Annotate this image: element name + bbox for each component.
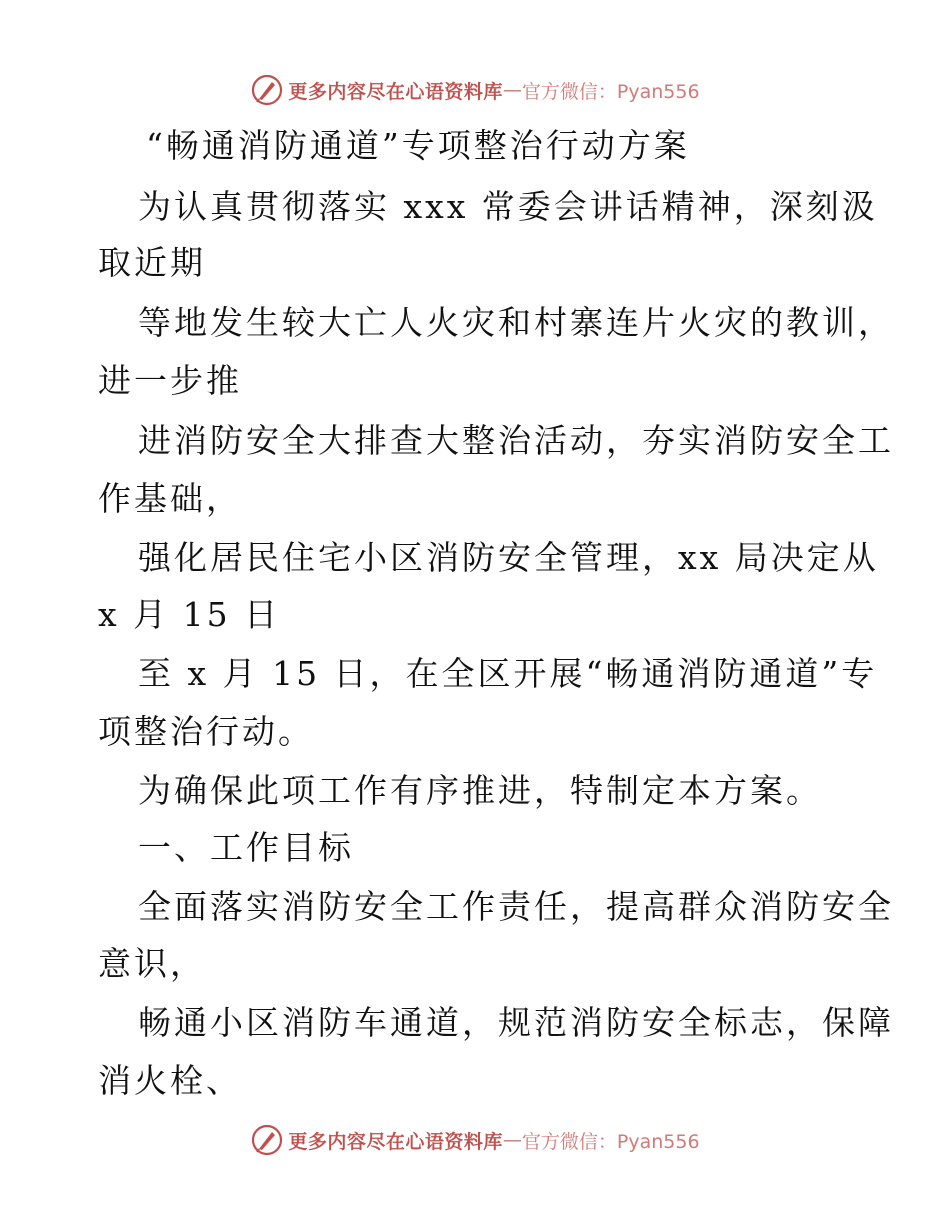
paragraph-line: 意识，	[98, 944, 206, 983]
paragraph-line: 项整治行动。	[98, 712, 314, 751]
paragraph-line: 进消防安全大排查大整治活动，夯实消防安全工	[138, 421, 894, 460]
paragraph-line: 进一步推	[98, 361, 242, 400]
section-heading: 一、工作目标	[138, 828, 354, 867]
paragraph-line: 至 x 月 15 日，在全区开展“畅通消防通道”专	[138, 654, 878, 693]
watermark-contact: 官方微信：Pyan556	[521, 80, 700, 103]
paragraph-line: 为确保此项工作有序推进，特制定本方案。	[138, 771, 822, 810]
watermark-contact: 官方微信：Pyan556	[521, 1130, 700, 1153]
footer-watermark	[0, 1120, 950, 1160]
paragraph-line: 全面落实消防安全工作责任，提高群众消防安全	[138, 887, 894, 926]
quill-logo-icon	[250, 73, 284, 107]
paragraph-line: 为认真贯彻落实 xxx 常委会讲话精神，深刻汲	[138, 187, 878, 226]
quill-logo-icon	[250, 1123, 284, 1157]
watermark-text: 更多内容尽在心语资料库	[288, 80, 503, 103]
paragraph-line: x 月 15 日	[98, 595, 281, 634]
paragraph-line: 强化居民住宅小区消防安全管理，xx 局决定从	[138, 538, 879, 577]
paragraph-line: 作基础，	[98, 479, 242, 518]
paragraph-line: 取近期	[98, 243, 206, 282]
paragraph-line: 等地发生较大亡人火灾和村寨连片火灾的教训，	[138, 303, 894, 342]
watermark-text: 更多内容尽在心语资料库	[288, 1130, 503, 1153]
header-watermark	[0, 70, 950, 110]
paragraph-line: 消火栓、	[98, 1061, 242, 1100]
watermark-separator: —	[502, 1129, 522, 1151]
paragraph-line: 畅通小区消防车通道，规范消防安全标志，保障	[138, 1003, 894, 1042]
document-title: “畅通消防通道”专项整治行动方案	[146, 126, 690, 165]
watermark-separator: —	[502, 79, 522, 101]
